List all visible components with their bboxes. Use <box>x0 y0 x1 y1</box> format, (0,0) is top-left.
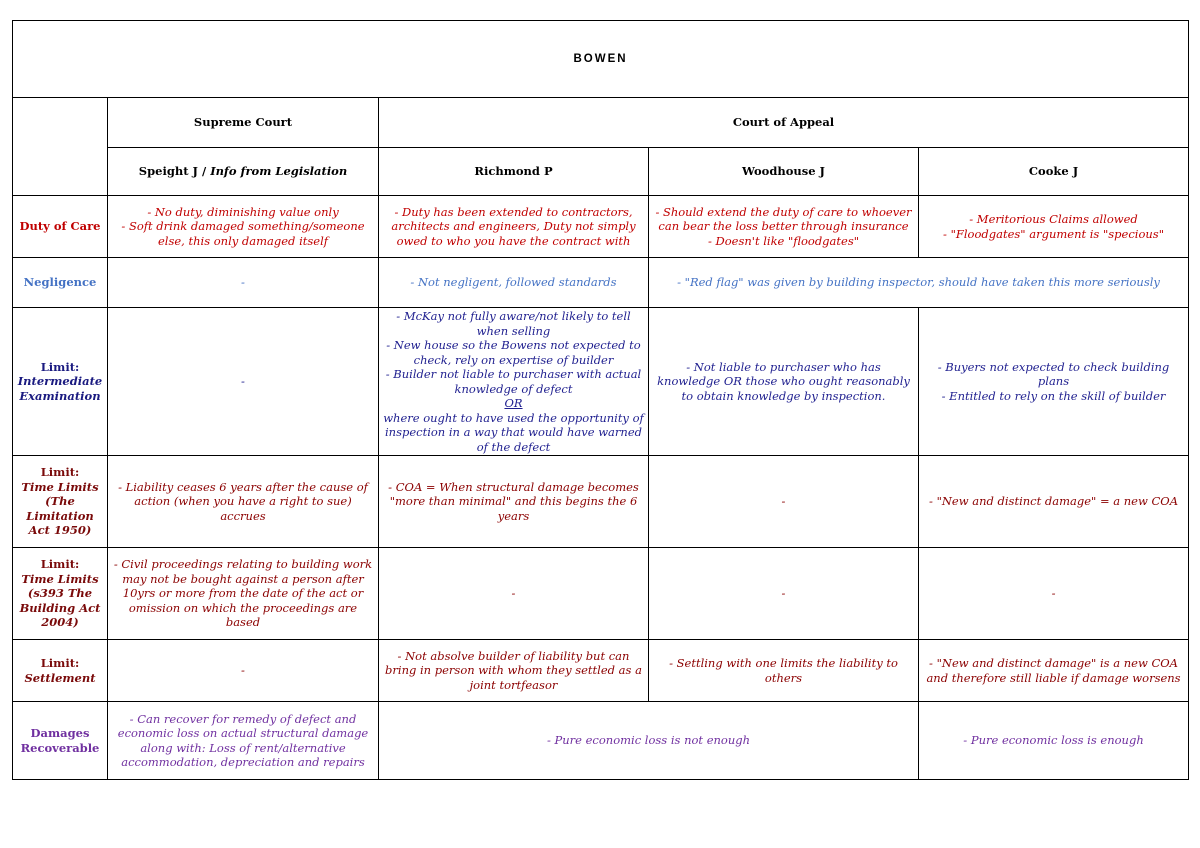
cell-line: - New house so the Bowens not expected to check, rely on expertise of builder <box>386 338 641 367</box>
text-run: where ought to have used the opportunity of inspection in a way that would have warned of the defect <box>383 410 644 454</box>
header-cooke: Cooke J <box>919 148 1189 196</box>
cell-limitation-speight: - Liability ceases 6 years after the cause of action (when you have a right to sue) accrues <box>108 456 379 548</box>
header-woodhouse: Woodhouse J <box>649 148 919 196</box>
cell-line: - Entitled to rely on the skill of builder <box>941 388 1166 403</box>
header-speight <box>108 148 379 196</box>
row-label-time-limits-limitation-act <box>13 456 108 548</box>
cell-damages-cooke: - Pure economic loss is enough <box>919 702 1189 780</box>
corner-cell <box>13 98 108 196</box>
cell-line: - Duty has been extended to contractors, architects and engineers, Duty not simply owed to who you have the contract with <box>391 204 636 248</box>
row-label-topic: Time Limits (The Limitation Act 1950) <box>21 479 99 538</box>
cell-damages-speight: - Can recover for remedy of defect and economic loss on actual structural damage along with: Loss of rent/alternative accommodation, depreciation and repairs <box>108 702 379 780</box>
row-label-negligence: Negligence <box>13 258 108 308</box>
cell-line: - No duty, diminishing value only <box>147 204 339 219</box>
header-speight-label: Speight J / <box>138 164 211 179</box>
cell-examination-richmond <box>379 308 649 456</box>
cell-duty-woodhouse <box>649 196 919 258</box>
cell-limitation-richmond: - COA = When structural damage becomes "more than minimal" and this begins the 6 years <box>379 456 649 548</box>
row-label-prefix: Limit: <box>40 359 80 374</box>
cell-line: - Doesn't like "floodgates" <box>707 233 860 248</box>
cell-settlement-woodhouse: - Settling with one limits the liability to others <box>649 640 919 702</box>
row-label-prefix: Limit: <box>40 465 80 480</box>
cell-duty-cooke <box>919 196 1189 258</box>
cell-line: - Meritorious Claims allowed <box>969 212 1138 226</box>
cell-line: - Soft drink damaged something/someone else, this only damaged itself <box>121 219 365 248</box>
cell-building-act-speight: - Civil proceedings relating to building work may not be bought against a person after 10yrs or more from the date of the act or omission on which the proceedings are based <box>108 548 379 640</box>
row-intermediate-examination <box>13 308 1189 456</box>
cell-duty-richmond <box>379 196 649 258</box>
cell-examination-cooke <box>919 308 1189 456</box>
header-speight-subtitle: Info from Legislation <box>210 164 348 179</box>
row-time-limits-limitation-act <box>13 456 1189 548</box>
header-court-of-appeal: Court of Appeal <box>379 98 1189 148</box>
page-title: BOWEN <box>13 21 1189 98</box>
row-label-topic: Settlement <box>24 670 96 685</box>
row-damages-recoverable <box>13 702 1189 780</box>
text-run: - Builder not liable to purchaser with actual knowledge of defect <box>385 367 642 396</box>
cell-limitation-woodhouse: - <box>649 456 919 548</box>
header-supreme-court: Supreme Court <box>108 98 379 148</box>
cell-negligence-woodhouse-cooke: - "Red flag" was given by building inspector, should have taken this more seriously <box>649 258 1189 308</box>
row-label-time-limits-building-act <box>13 548 108 640</box>
cell-line: - Buyers not expected to check building plans <box>937 359 1170 389</box>
cell-negligence-richmond: - Not negligent, followed standards <box>379 258 649 308</box>
row-label-prefix: Limit: <box>40 656 80 670</box>
row-label-damages-recoverable: Damages Recoverable <box>13 702 108 780</box>
cell-duty-speight <box>108 196 379 258</box>
row-label-topic: Intermediate Examination <box>17 374 103 403</box>
cell-settlement-richmond: - Not absolve builder of liability but can bring in person with whom they settled as a joint tortfeasor <box>379 640 649 702</box>
cell-line: - McKay not fully aware/not likely to tell when selling <box>396 309 631 338</box>
cell-settlement-cooke: - "New and distinct damage" is a new COA and therefore still liable if damage worsens <box>919 640 1189 702</box>
row-duty-of-care <box>13 196 1189 258</box>
header-richmond: Richmond P <box>379 148 649 196</box>
cell-examination-woodhouse: - Not liable to purchaser who has knowledge OR those who ought reasonably to obtain knowledge by inspection. <box>649 308 919 456</box>
row-label-duty-of-care: Duty of Care <box>13 196 108 258</box>
cell-line <box>383 367 644 454</box>
underlined-text: OR <box>504 396 523 410</box>
row-label-intermediate-examination <box>13 308 108 456</box>
bowen-case-table <box>12 20 1189 780</box>
cell-examination-speight: - <box>108 308 379 456</box>
cell-negligence-speight: - <box>108 258 379 308</box>
cell-line: - "Floodgates" argument is "specious" <box>943 226 1164 241</box>
cell-building-act-woodhouse: - <box>649 548 919 640</box>
cell-damages-richmond-woodhouse: - Pure economic loss is not enough <box>379 702 919 780</box>
row-label-topic: Time Limits (s393 The Building Act 2004) <box>19 571 101 630</box>
row-label-prefix: Limit: <box>40 557 80 572</box>
row-settlement <box>13 640 1189 702</box>
cell-line: - Should extend the duty of care to whoever can bear the loss better through insurance <box>655 204 912 234</box>
cell-limitation-cooke: - "New and distinct damage" = a new COA <box>919 456 1189 548</box>
row-negligence <box>13 258 1189 308</box>
row-label-settlement <box>13 640 108 702</box>
row-time-limits-building-act <box>13 548 1189 640</box>
cell-settlement-speight: - <box>108 640 379 702</box>
cell-building-act-richmond: - <box>379 548 649 640</box>
cell-building-act-cooke: - <box>919 548 1189 640</box>
